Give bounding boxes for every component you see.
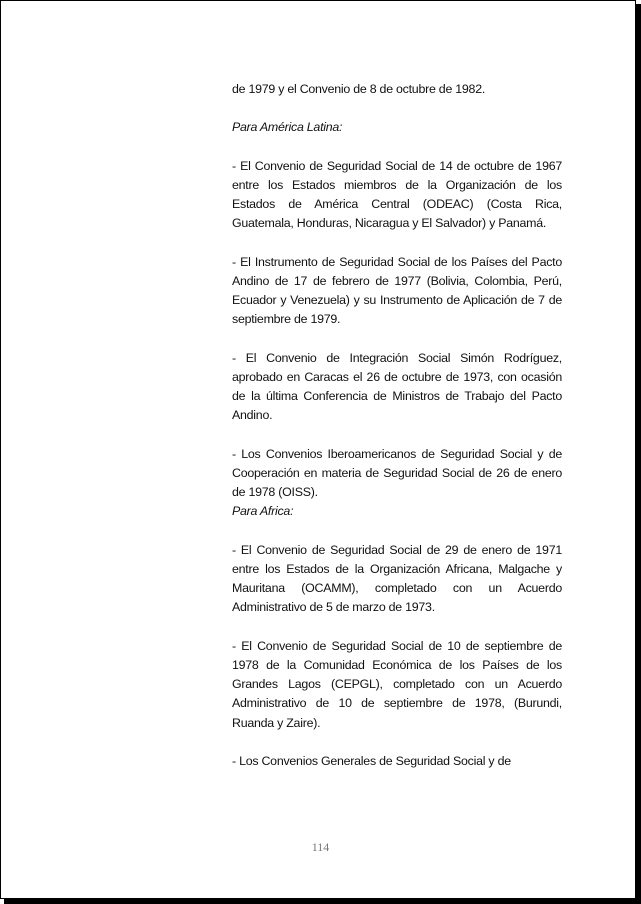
paragraph-oiss: - Los Convenios Iberoamericanos de Seguridad Social y de Cooperación en materia de Seguridad Social de 26 de enero de 1978 (OISS).	[232, 446, 562, 500]
paragraph-pacto-andino: - El Instrumento de Seguridad Social de los Países del Pacto Andino de 17 de febrero de 1977 (Bolivia, Colombia, Perú, Ecuador y Venezuela) y su Instrumento de Aplicación de 7 de septiembre de 1979.	[232, 254, 562, 327]
paragraph-continuation: de 1979 y el Convenio de 8 de octubre de 1982.	[232, 82, 486, 96]
paragraph-ocamm: - El Convenio de Seguridad Social de 29 de enero de 1971 entre los Estados de la Organización Africana, Malgache y Mauritana (OCAMM), completado con un Acuerdo Administrativo de 5 de marzo de 1973.	[232, 542, 562, 615]
page-shadow-bottom	[4, 899, 641, 904]
paragraph-convenios-generales: - Los Convenios Generales de Seguridad Social y de	[232, 753, 511, 768]
body-text	[232, 80, 562, 771]
section-heading-africa: Para Africa:	[232, 504, 294, 519]
paragraph-cepgl: - El Convenio de Seguridad Social de 10 de septiembre de 1978 de la Comunidad Económica de los Países de los Grandes Lagos (CEPGL), completado con un Acuerdo Administrativo de 10 de septiembre de 1978, (Burundi, Ruanda y Zaire).	[232, 638, 562, 730]
page-shadow-right	[636, 4, 641, 904]
page-number: 114	[311, 840, 330, 854]
section-heading-latin-america: Para América Latina:	[232, 120, 343, 135]
paragraph-simon-rodriguez: - El Convenio de Integración Social Simón Rodríguez, aprobado en Caracas el 26 de octubre de 1973, con ocasión de la última Conferencia de Ministros de Trabajo del Pacto Andino.	[232, 350, 562, 423]
paragraph-odeac: - El Convenio de Seguridad Social de 14 de octubre de 1967 entre los Estados miembros de la Organización de los Estados de América Central (ODEAC) (Costa Rica, Guatemala, Honduras, Nicaragua y El Salvador) y Panamá.	[232, 158, 562, 231]
